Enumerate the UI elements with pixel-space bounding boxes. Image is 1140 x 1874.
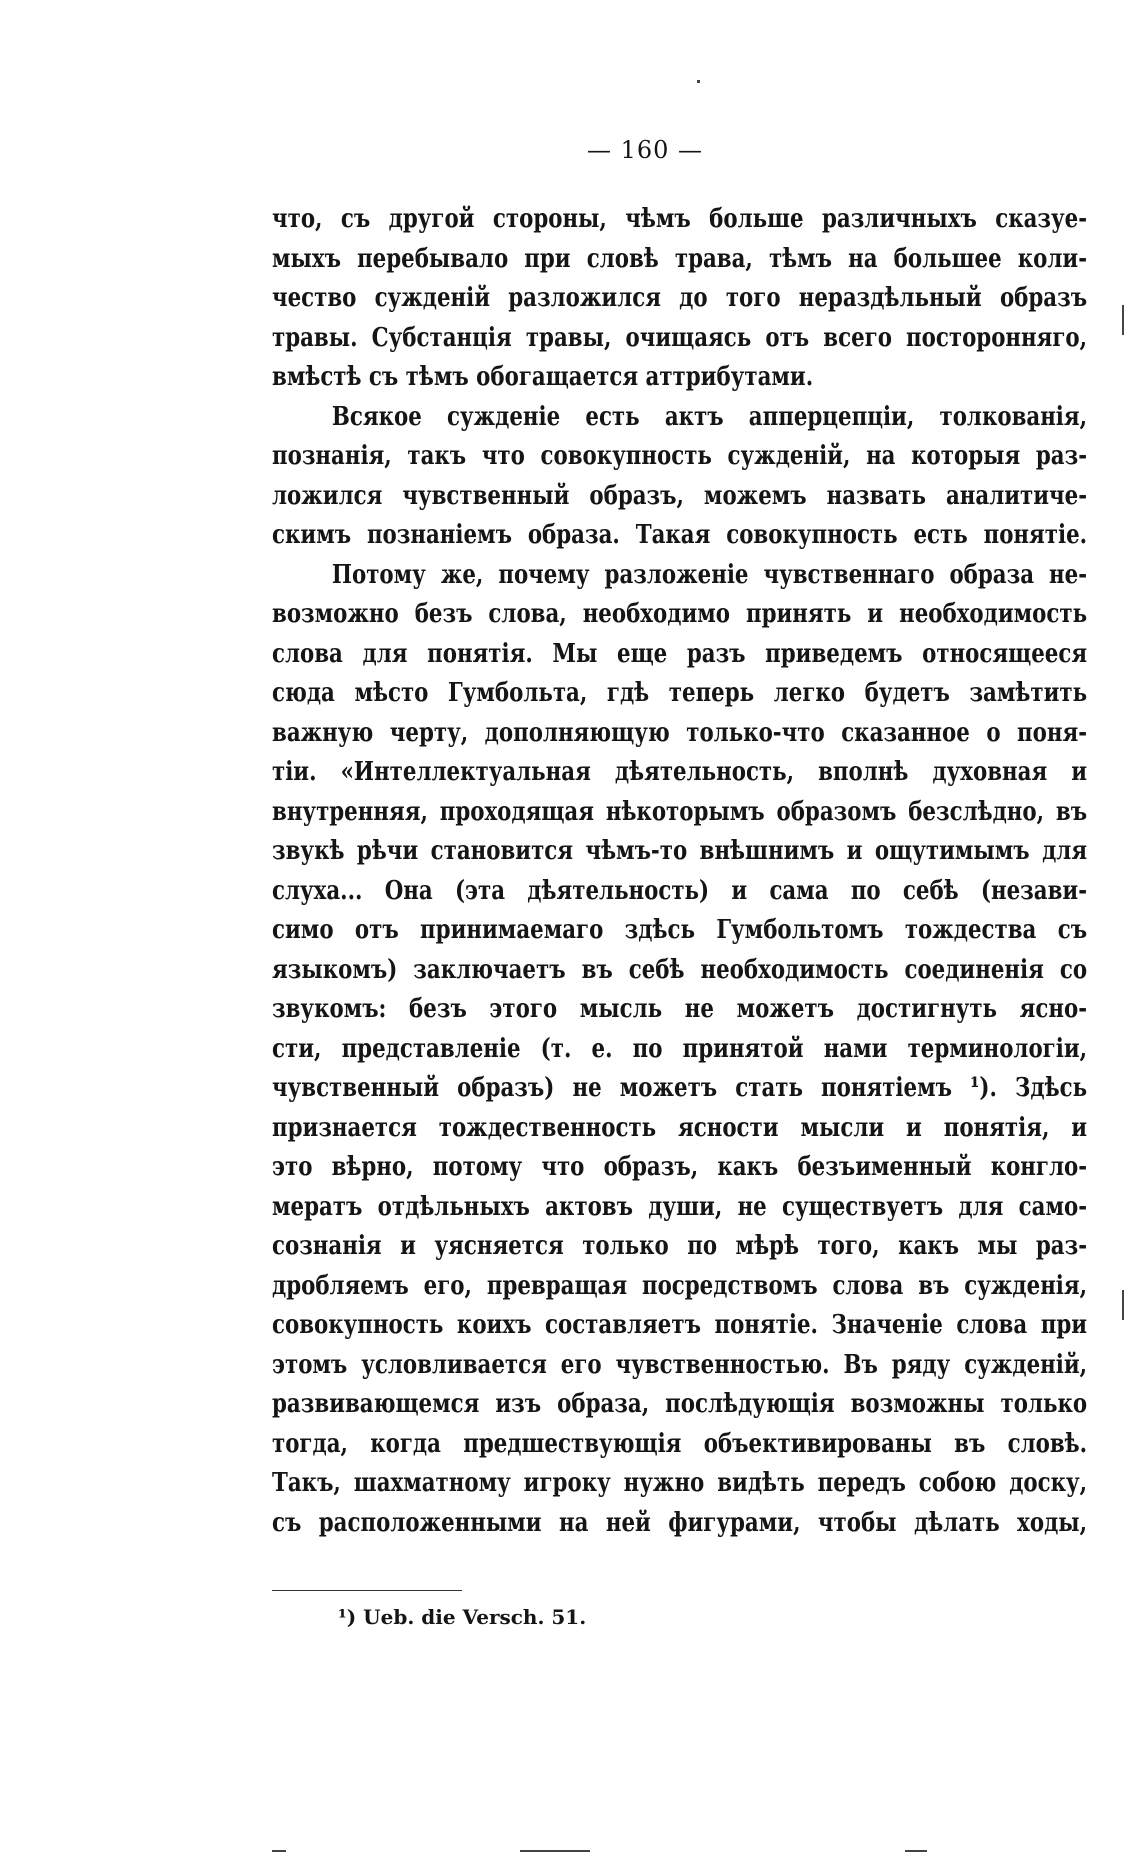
text-line: развивающемся изъ образа, послѣдующія возможны только: [272, 1389, 1088, 1419]
text-line: съ расположенными на ней фигурами, чтобы дѣлать ходы,: [272, 1507, 1088, 1538]
scan-mark: [520, 1850, 590, 1852]
text-line: Такъ, шахматному игроку нужно видѣть передъ собою доску,: [272, 1468, 1088, 1498]
text-line: чество сужденій разложился до того нераздѣльный образъ: [272, 283, 1088, 313]
text-line: сти, представленіе (т. е. по принятой нами терминологіи,: [272, 1033, 1088, 1064]
text-line: совокупность коихъ составляетъ понятіе. Значеніе слова при: [272, 1310, 1088, 1340]
footnote: ¹) Ueb. die Versch. 51.: [338, 1605, 587, 1629]
text-line: скимъ познаніемъ образа. Такая совокупность есть понятіе.: [272, 520, 1088, 550]
text-line: симо отъ принимаемаго здѣсь Гумбольтомъ тождества съ: [272, 915, 1088, 945]
scan-mark: [905, 1850, 927, 1852]
text-line: что, съ другой стороны, чѣмъ больше различныхъ сказуе-: [272, 204, 1088, 234]
body-text: [272, 200, 1087, 1543]
text-line: звукомъ: безъ этого мысль не можетъ достигнуть ясно-: [272, 994, 1088, 1024]
text-line: слова для понятія. Мы еще разъ приведемъ относящееся: [272, 638, 1088, 669]
text-line: сознанія и уясняется только по мѣрѣ того, какъ мы раз-: [272, 1231, 1088, 1261]
text-line: тогда, когда предшествующія объективированы въ словѣ.: [272, 1428, 1088, 1459]
text-line: ложился чувственный образъ, можемъ назвать аналитиче-: [272, 480, 1088, 511]
text-line: сюда мѣсто Гумбольта, гдѣ теперь легко будетъ замѣтить: [272, 678, 1088, 708]
text-line: мератъ отдѣльныхъ актовъ души, не существуетъ для само-: [272, 1191, 1088, 1222]
text-line: признается тождественность ясности мысли и понятія, и: [272, 1112, 1088, 1143]
text-line: Всякое сужденіе есть актъ апперцепціи, толкованія,: [331, 401, 1088, 432]
text-line: внутренняя, проходящая нѣкоторымъ образомъ безслѣдно, въ: [272, 796, 1088, 827]
text-line: дробляемъ его, превращая посредствомъ слова въ сужденія,: [272, 1270, 1088, 1301]
scan-mark: [1122, 305, 1124, 335]
text-line: познанія, такъ что совокупность сужденій, на которыя раз-: [272, 441, 1088, 471]
scan-mark: [272, 1850, 286, 1852]
text-line: это вѣрно, потому что образъ, какъ безъименный конгло-: [272, 1152, 1088, 1182]
text-line: важную черту, дополняющую только-что сказанное о поня-: [272, 717, 1088, 748]
footnote-rule: [272, 1590, 462, 1591]
scan-mark: [697, 80, 700, 83]
text-line: слуха... Она (эта дѣятельность) и сама по себѣ (незави-: [272, 875, 1088, 906]
text-line: языкомъ) заключаетъ въ себѣ необходимость соединенія со: [272, 954, 1088, 985]
text-line: чувственный образъ) не можетъ стать понятіемъ ¹). Здѣсь: [272, 1073, 1088, 1103]
page-number: — 160 —: [586, 136, 704, 164]
text-line: возможно безъ слова, необходимо принять и необходимость: [272, 599, 1088, 629]
text-line: мыхъ перебывало при словѣ трава, тѣмъ на большее коли-: [272, 243, 1088, 274]
text-line: звукѣ рѣчи становится чѣмъ-то внѣшнимъ и ощутимымъ для: [272, 836, 1088, 866]
text-line: этомъ условливается его чувственностью. Въ ряду сужденій,: [272, 1349, 1088, 1380]
scan-mark: [1122, 1290, 1124, 1320]
text-line: тіи. «Интеллектуальная дѣятельность, вполнѣ духовная и: [272, 757, 1088, 787]
text-line: Потому же, почему разложеніе чувственнаго образа не-: [331, 559, 1088, 590]
text-line: травы. Субстанція травы, очищаясь отъ всего посторонняго,: [272, 322, 1088, 353]
text-line: вмѣстѣ съ тѣмъ обогащается аттрибутами.: [272, 362, 814, 392]
